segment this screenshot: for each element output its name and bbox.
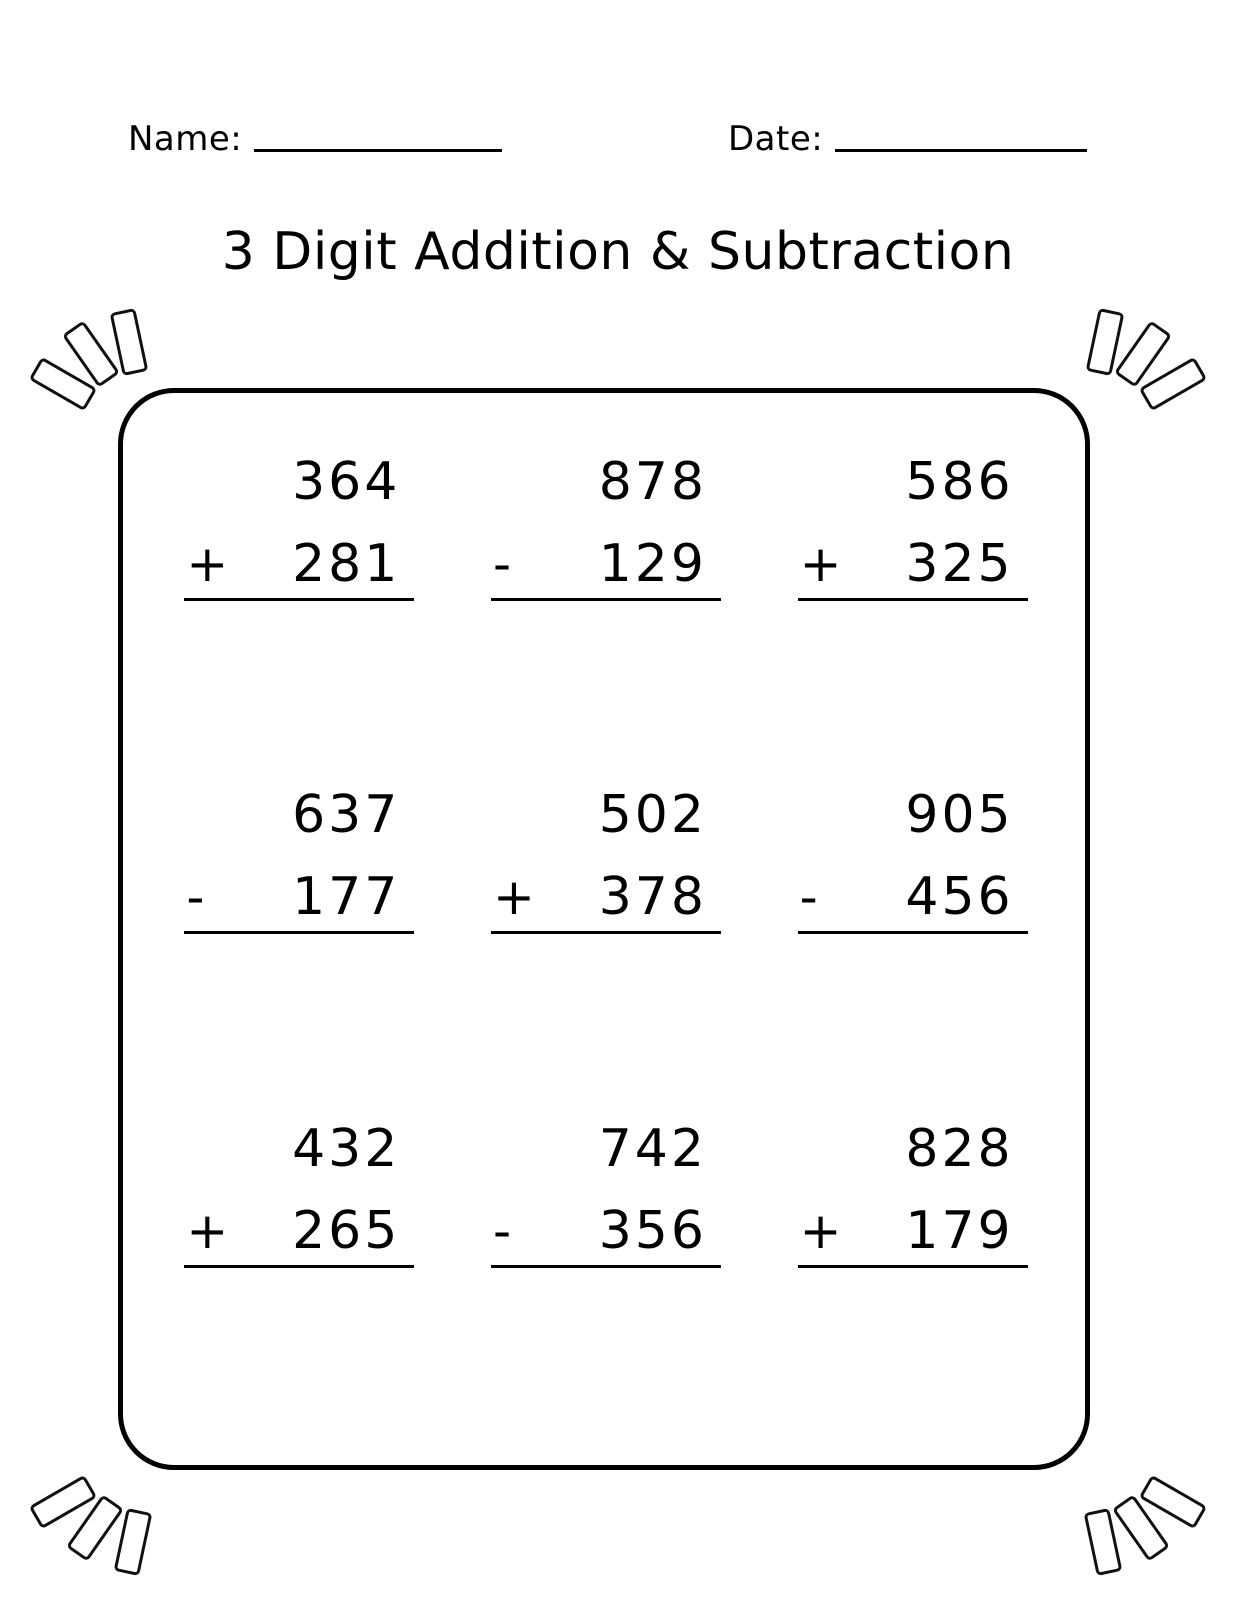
- problem-top-number: 828: [905, 1118, 1014, 1179]
- problem-operator: +: [186, 535, 229, 593]
- problem-operator: +: [492, 868, 535, 927]
- name-field: [128, 119, 502, 159]
- problem-top-number: 878: [598, 452, 707, 512]
- problem-operator: +: [799, 1201, 842, 1260]
- name-label: Name:: [128, 119, 243, 159]
- date-input-line[interactable]: [835, 149, 1087, 152]
- problem-bottom-number: 179: [905, 1200, 1014, 1261]
- problem-bottom-number: 265: [292, 1200, 401, 1261]
- problem-top-number: 905: [905, 785, 1014, 846]
- problem-item[interactable]: [453, 763, 760, 1096]
- problem-top-number: 364: [292, 452, 401, 512]
- problem-bottom-row: [491, 867, 721, 934]
- problem-item[interactable]: [759, 763, 1066, 1096]
- problem-bottom-number: 456: [905, 867, 1014, 928]
- problem-item[interactable]: [759, 430, 1066, 763]
- problem-bottom-row: [798, 867, 1028, 934]
- burst-bottom-right-icon: [1042, 1440, 1192, 1590]
- problem-item[interactable]: [453, 430, 760, 763]
- problem-operator: -: [799, 868, 818, 927]
- problem-operator: -: [492, 1201, 512, 1260]
- problem-bottom-row: [491, 1200, 721, 1268]
- problem-item[interactable]: [453, 1097, 760, 1430]
- problem-bottom-row: [798, 1200, 1028, 1268]
- problem-item[interactable]: [146, 763, 453, 1096]
- problem-bottom-row: [184, 534, 414, 601]
- problem-bottom-row: [184, 1200, 414, 1268]
- problem-bottom-row: [184, 867, 414, 934]
- problem-top-number: 586: [905, 452, 1014, 512]
- problem-top-number: 432: [292, 1118, 401, 1179]
- problem-item[interactable]: [146, 1097, 453, 1430]
- problem-bottom-row: [798, 534, 1028, 601]
- problem-item[interactable]: [759, 1097, 1066, 1430]
- problem-bottom-number: 378: [598, 867, 707, 928]
- problem-bottom-row: [491, 534, 721, 601]
- problem-bottom-number: 177: [292, 867, 401, 928]
- problem-item[interactable]: [146, 430, 453, 763]
- problem-operator: -: [186, 868, 205, 927]
- problem-bottom-number: 281: [292, 534, 401, 594]
- problem-top-number: 637: [292, 785, 401, 846]
- problem-bottom-number: 129: [598, 534, 707, 594]
- date-field: [728, 119, 1087, 159]
- problem-bottom-number: 356: [598, 1200, 707, 1261]
- problem-top-number: 502: [598, 785, 707, 846]
- date-label: Date:: [728, 119, 824, 159]
- problem-top-number: 742: [598, 1118, 707, 1179]
- page-title: 3 Digit Addition & Subtraction: [221, 222, 1015, 282]
- problem-operator: +: [799, 535, 842, 593]
- name-input-line[interactable]: [254, 149, 502, 152]
- problem-bottom-number: 325: [905, 534, 1014, 594]
- problems-grid: [146, 430, 1066, 1430]
- worksheet-header: [128, 119, 1108, 182]
- problem-operator: +: [186, 1201, 229, 1260]
- problem-operator: -: [492, 535, 512, 593]
